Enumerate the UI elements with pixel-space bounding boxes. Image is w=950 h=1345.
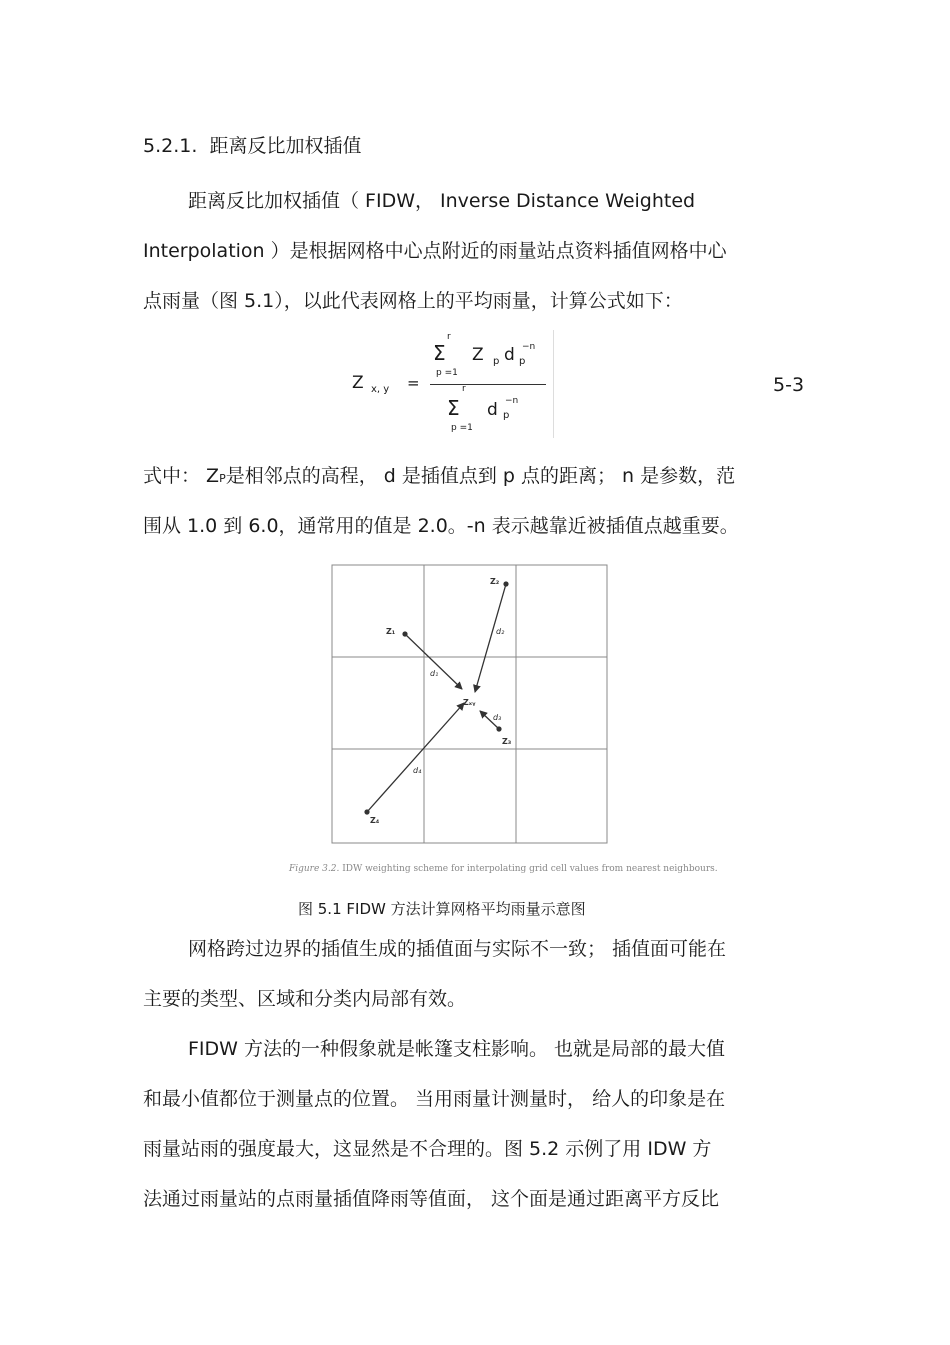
arrow-d2: [475, 584, 506, 692]
point-z3: [496, 726, 501, 731]
paragraph-4-line-2: 和最小值都位于测量点的位置。 当用雨量计测量时， 给人的印象是在: [143, 1088, 726, 1110]
denominator-upper-limit: r: [462, 384, 466, 394]
paragraph-4-line-4: 法通过雨量站的点雨量插值降雨等值面， 这个面是通过距离平方反比: [143, 1188, 720, 1210]
formula-block: [0, 0, 950, 460]
section-title: 距离反比加权插值: [209, 135, 362, 157]
denominator-d-subscript: p: [503, 410, 510, 421]
numerator-lower-limit: p =1: [436, 368, 458, 378]
formula-lhs-z: Z: [352, 373, 364, 393]
label-zxy: Zₓᵧ: [463, 698, 476, 707]
point-z2: [503, 581, 508, 586]
label-d2: d₂: [496, 627, 505, 636]
point-z1: [402, 631, 407, 636]
point-z4: [364, 809, 369, 814]
fraction-bar: [430, 384, 546, 385]
formula-lhs-subscript: x, y: [371, 384, 390, 395]
paragraph-2-subscript: P: [219, 472, 226, 485]
label-d3: d₃: [493, 713, 502, 722]
label-z3: Z₃: [502, 737, 512, 746]
paragraph-1-line-3: 点雨量（图 5.1），以此代表网格上的平均雨量，计算公式如下：: [143, 290, 683, 312]
figure-inner-caption-prefix: Figure 3.2.: [289, 864, 340, 874]
label-z4: Z₄: [370, 816, 380, 825]
numerator-exponent: −n: [522, 342, 536, 352]
numerator-sigma: Σ: [433, 341, 446, 365]
paragraph-4-line-3: 雨量站雨的强度最大，这显然是不合理的。图 5.2 示例了用 IDW 方: [143, 1138, 712, 1160]
idw-figure: [330, 563, 610, 845]
paragraph-2-line-2: 围从 1.0 到 6.0，通常用的值是 2.0。-n 表示越靠近被插值点越重要。: [143, 515, 739, 537]
numerator-d-subscript: p: [519, 356, 526, 367]
paragraph-3-line-2: 主要的类型、区域和分类内局部有效。: [143, 988, 467, 1010]
paragraph-2-line-1: [143, 461, 735, 488]
numerator-z-subscript: p: [493, 356, 500, 367]
denominator-sigma: Σ: [447, 396, 460, 420]
section-number: 5.2.1.: [143, 135, 198, 157]
paragraph-1-line-1: 距离反比加权插值（ FIDW， Inverse Distance Weighted: [188, 190, 696, 212]
paragraph-1-line-2: Interpolation ）是根据网格中心点附近的雨量站点资料插值网格中心: [143, 240, 727, 262]
arrow-d1: [405, 634, 462, 689]
formula-equals: =: [407, 374, 420, 392]
figure-inner-caption-text: IDW weighting scheme for interpolating grid cell values from nearest neighbours.: [342, 864, 718, 874]
denominator-exponent: −n: [505, 396, 519, 406]
label-d4: d₄: [413, 766, 422, 775]
paragraph-2-line-1-end: 是相邻点的高程， d 是插值点到 p 点的距离； n 是参数，范: [225, 465, 736, 487]
formula-divider: [553, 330, 554, 438]
arrow-d4: [367, 703, 464, 812]
label-d1: d₁: [430, 669, 439, 678]
numerator-z: Z: [472, 345, 484, 365]
paragraph-2-line-1-start: 式中： Z: [143, 465, 220, 487]
figure-inner-caption: [289, 864, 718, 874]
denominator-lower-limit: p =1: [451, 423, 473, 433]
paragraph-4-line-1: FIDW 方法的一种假象就是帐篷支柱影响。 也就是局部的最大值: [188, 1038, 726, 1060]
label-z2: Z₂: [490, 577, 500, 586]
denominator-d: d: [487, 400, 498, 420]
label-z1: Z₁: [386, 627, 396, 636]
formula-number: 5-3: [773, 374, 805, 396]
numerator-d: d: [504, 345, 515, 365]
numerator-upper-limit: r: [447, 332, 451, 342]
paragraph-3-line-1: 网格跨过边界的插值生成的插值面与实际不一致； 插值面可能在: [188, 938, 727, 960]
figure-caption: 图 5.1 FIDW 方法计算网格平均雨量示意图: [298, 900, 586, 918]
